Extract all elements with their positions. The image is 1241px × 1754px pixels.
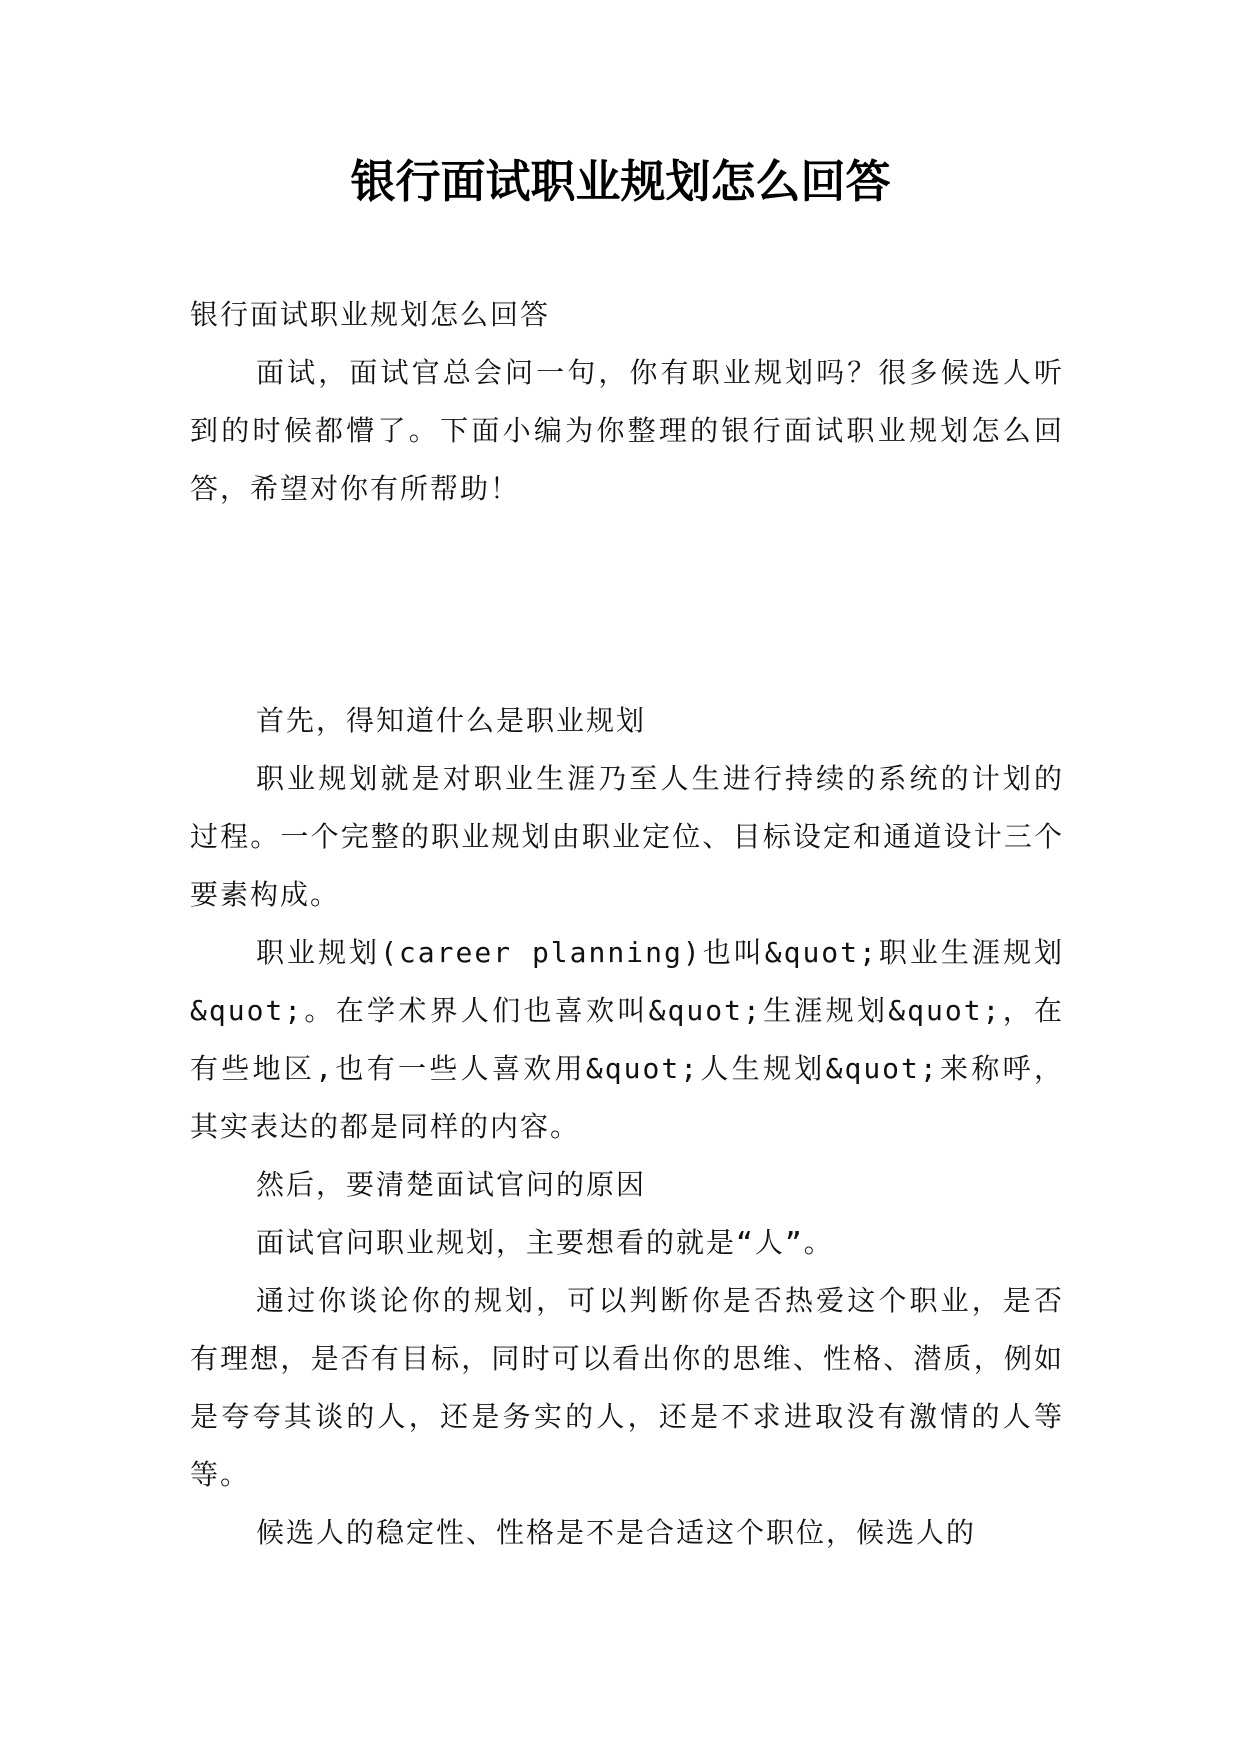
paragraph-judgement: 通过你谈论你的规划，可以判断你是否热爱这个职业，是否有理想，是否有目标，同时可以看出你的思维、性格、潜质，例如是夸夸其谈的人，还是务实的人，还是不求进取没有激情的人等等。: [190, 1284, 1064, 1491]
blank-space: [190, 518, 1064, 692]
document-body: [190, 286, 1064, 1562]
paragraph-heading-why: 然后，要清楚面试官问的原因: [256, 1168, 647, 1201]
paragraph-stability: 候选人的稳定性、性格是不是合适这个职位，候选人的: [256, 1516, 977, 1549]
document-subtitle: 银行面试职业规划怎么回答: [190, 298, 551, 331]
paragraph-definition: 职业规划就是对职业生涯乃至人生进行持续的系统的计划的过程。一个完整的职业规划由职业定位、目标设定和通道设计三个要素构成。: [190, 762, 1064, 911]
document-title: 银行面试职业规划怎么回答: [350, 155, 891, 208]
paragraph-alias: 职业规划(career planning)也叫&quot;职业生涯规划&quot;。在学术界人们也喜欢叫&quot;生涯规划&quot;，在有些地区,也有一些人喜欢用&quot;人生规划&quot;来称呼，其实表达的都是同样的内容。: [190, 936, 1064, 1143]
paragraph-person: 面试官问职业规划，主要想看的就是“人”。: [256, 1226, 834, 1259]
paragraph-heading-what: 首先，得知道什么是职业规划: [256, 704, 647, 737]
paragraph-intro: 面试，面试官总会问一句，你有职业规划吗？很多候选人听到的时候都懵了。下面小编为你整理的银行面试职业规划怎么回答，希望对你有所帮助！: [190, 356, 1064, 505]
